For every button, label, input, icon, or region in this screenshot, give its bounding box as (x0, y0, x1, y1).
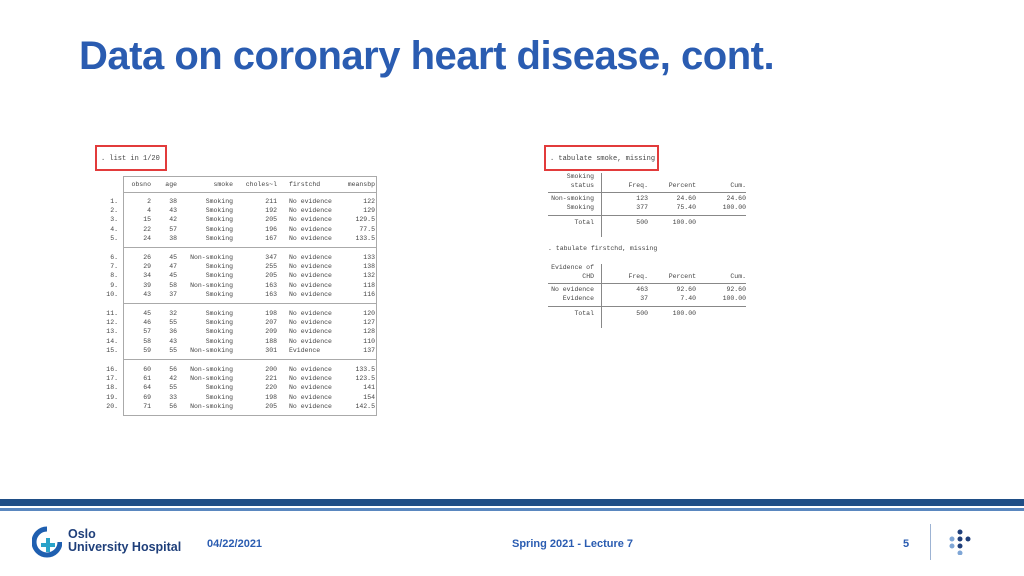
tab-header-rule (548, 192, 746, 193)
page-number: 5 (903, 538, 910, 550)
list-header-cell: firstchd (289, 181, 321, 188)
list-cell: No evidence (289, 198, 332, 205)
tab-total-percent: 100.00 (672, 310, 696, 317)
list-cell: Non-smoking (190, 375, 233, 383)
list-row-number: 18. (106, 384, 118, 392)
list-cell: 120 (363, 310, 375, 317)
tab-cell: 100.00 (722, 204, 746, 211)
list-cell: 56 (169, 402, 177, 410)
list-cell: 37 (169, 290, 177, 298)
list-cell: Smoking (205, 234, 233, 242)
list-row-number: 11. (106, 310, 118, 317)
list-cell: 55 (169, 346, 177, 354)
list-cell: 69 (143, 393, 151, 401)
list-cell: 26 (143, 254, 151, 261)
list-cell: No evidence (289, 234, 332, 242)
tab-var-label: Evidence of (551, 264, 594, 271)
list-cell: 137 (363, 346, 375, 354)
list-cell: 33 (169, 393, 177, 401)
list-cell: 142.5 (355, 402, 375, 410)
list-cell: 301 (265, 346, 277, 354)
list-cell: 347 (265, 254, 277, 261)
list-cell: 55 (169, 384, 177, 392)
tab-header-cell: Freq. (628, 182, 648, 189)
tab-cell: 100.00 (722, 295, 746, 302)
list-cell: 55 (169, 319, 177, 327)
list-cell: 205 (265, 216, 277, 224)
tab-row-label: Non-smoking (551, 195, 594, 202)
list-cell: 42 (169, 375, 177, 383)
tab-header-rule (548, 283, 746, 284)
list-cell: 60 (143, 366, 151, 373)
list-cell: 42 (169, 216, 177, 224)
tab-row-label: Smoking (566, 204, 594, 211)
tab-cell: 24.60 (676, 195, 696, 202)
tab-header-cell: Freq. (628, 273, 648, 280)
list-cell: 45 (169, 254, 177, 261)
list-cell: 163 (265, 281, 277, 289)
list-cell: 43 (169, 337, 177, 345)
list-cell: Evidence (289, 346, 321, 354)
list-cell: 15 (143, 216, 151, 224)
tab-cell: 75.40 (676, 204, 696, 211)
list-cell: No evidence (289, 337, 332, 345)
list-cell: 192 (265, 207, 277, 215)
list-cell: 22 (143, 225, 151, 233)
list-cell: Non-smoking (190, 402, 233, 410)
list-cell: 118 (363, 281, 375, 289)
tab-var-label: Smoking (566, 173, 594, 180)
list-cell: No evidence (289, 263, 332, 271)
list-cell: No evidence (289, 328, 332, 336)
list-row-number: 8. (110, 272, 118, 280)
list-row-number: 12. (106, 319, 118, 327)
list-cell: 47 (169, 263, 177, 271)
list-cell: 209 (265, 328, 277, 336)
tab-total-label: Total (574, 310, 594, 317)
list-cell: 43 (169, 207, 177, 215)
list-cell: No evidence (289, 216, 332, 224)
slide-title: Data on coronary heart disease, cont. (79, 34, 775, 78)
list-header-cell: obsno (131, 181, 151, 188)
list-cell: 64 (143, 384, 151, 392)
tab-vertical-rule (601, 173, 602, 237)
list-cell: No evidence (289, 366, 332, 373)
list-cell: 138 (363, 263, 375, 271)
tab-total-percent: 100.00 (672, 219, 696, 226)
tab-total-label: Total (574, 219, 594, 226)
list-cell: 196 (265, 225, 277, 233)
list-row-number: 3. (110, 216, 118, 224)
list-cell: 205 (265, 402, 277, 410)
list-cell: No evidence (289, 393, 332, 401)
list-cell: 38 (169, 234, 177, 242)
list-cell: Smoking (205, 319, 233, 327)
tab-header-cell: Percent (668, 182, 696, 189)
list-cell: 188 (265, 337, 277, 345)
list-cell: Non-smoking (190, 281, 233, 289)
list-group-separator (123, 247, 377, 248)
list-row-number: 16. (106, 366, 118, 373)
list-row-number: 19. (106, 393, 118, 401)
list-cell: 167 (265, 234, 277, 242)
list-cell: 198 (265, 310, 277, 317)
list-cell: 220 (265, 384, 277, 392)
tab-total-rule (548, 306, 746, 307)
tab-vertical-rule (601, 264, 602, 328)
tab-total-freq: 500 (636, 310, 648, 317)
list-cell: Smoking (205, 207, 233, 215)
list-cell: 211 (265, 198, 277, 205)
list-cell: 24 (143, 234, 151, 242)
list-cell: 128 (363, 328, 375, 336)
list-command-box: . list in 1/20 (95, 145, 167, 171)
list-cell: 32 (169, 310, 177, 317)
list-cell: 221 (265, 375, 277, 383)
list-cell: 133 (363, 254, 375, 261)
list-cell: Non-smoking (190, 254, 233, 261)
list-cell: No evidence (289, 207, 332, 215)
list-cell: Smoking (205, 216, 233, 224)
list-cell: 129.5 (355, 216, 375, 224)
tab-header-cell: Percent (668, 273, 696, 280)
list-row-number: 20. (106, 402, 118, 410)
list-cell: 58 (143, 337, 151, 345)
tab-header-cell: Cum. (730, 182, 746, 189)
list-cell: Smoking (205, 393, 233, 401)
list-cell: 58 (169, 281, 177, 289)
list-cell: 29 (143, 263, 151, 271)
list-header-cell: choles~l (245, 181, 277, 188)
list-cell: 154 (363, 393, 375, 401)
list-cell: 110 (363, 337, 375, 345)
list-cell: 43 (143, 290, 151, 298)
list-cell: 2 (147, 198, 151, 205)
list-cell: Smoking (205, 328, 233, 336)
list-cell: No evidence (289, 225, 332, 233)
list-cell: 57 (169, 225, 177, 233)
tab2-command: . tabulate firstchd, missing (548, 245, 658, 252)
list-cell: 61 (143, 375, 151, 383)
logo-line-1: Oslo (68, 527, 96, 541)
list-row-number: 14. (106, 337, 118, 345)
footer-bar-thin (0, 508, 1024, 511)
list-row-number: 6. (110, 254, 118, 261)
list-cell: 56 (169, 366, 177, 373)
list-cell: 198 (265, 393, 277, 401)
list-cell: Smoking (205, 263, 233, 271)
list-cell: Non-smoking (190, 366, 233, 373)
list-cell: 123.5 (355, 375, 375, 383)
list-cell: 129 (363, 207, 375, 215)
list-group-separator (123, 303, 377, 304)
tab-row-label: No evidence (551, 286, 594, 293)
list-cell: No evidence (289, 319, 332, 327)
list-cell: No evidence (289, 281, 332, 289)
list-cell: No evidence (289, 402, 332, 410)
list-cell: No evidence (289, 384, 332, 392)
list-row-number: 9. (110, 281, 118, 289)
list-cell: 39 (143, 281, 151, 289)
tab-row-label: Evidence (562, 295, 594, 302)
list-group-separator (123, 359, 377, 360)
tab-cell: 92.60 (726, 286, 746, 293)
list-cell: 4 (147, 207, 151, 215)
list-row-number: 1. (110, 198, 118, 205)
list-cell: 46 (143, 319, 151, 327)
hospital-logo-icon (32, 526, 62, 558)
list-cell: 255 (265, 263, 277, 271)
tab-cell: 37 (640, 295, 648, 302)
footer-lecture: Spring 2021 - Lecture 7 (512, 538, 634, 550)
list-cell: 163 (265, 290, 277, 298)
list-cell: No evidence (289, 254, 332, 261)
tab-cell: 463 (636, 286, 648, 293)
list-header-cell: meansbp (347, 181, 375, 188)
list-cell: 141 (363, 384, 375, 392)
tab-total-rule (548, 215, 746, 216)
list-cell: Non-smoking (190, 346, 233, 354)
list-cell: 127 (363, 319, 375, 327)
list-cell: 116 (363, 290, 375, 298)
list-header-cell: smoke (213, 181, 233, 188)
hospital-logo (32, 526, 182, 562)
list-cell: 45 (143, 310, 151, 317)
list-cell: 122 (363, 198, 375, 205)
list-cell: No evidence (289, 290, 332, 298)
list-row-number: 13. (106, 328, 118, 336)
list-cell: Smoking (205, 272, 233, 280)
list-header-rule (123, 192, 377, 193)
list-cell: 200 (265, 366, 277, 373)
footer-bar (0, 499, 1024, 506)
tab-cell: 7.40 (680, 295, 696, 302)
list-cell: 133.5 (355, 366, 375, 373)
list-row-number: 5. (110, 234, 118, 242)
list-row-number: 7. (110, 263, 118, 271)
list-row-number: 2. (110, 207, 118, 215)
list-cell: 36 (169, 328, 177, 336)
list-cell: No evidence (289, 272, 332, 280)
list-cell: Smoking (205, 225, 233, 233)
list-cell: Smoking (205, 290, 233, 298)
tab-var-label: status (570, 182, 594, 189)
list-row-number: 4. (110, 225, 118, 233)
hospital-logo-text (68, 528, 181, 554)
list-cell: 34 (143, 272, 151, 280)
list-cell: 45 (169, 272, 177, 280)
tab-cell: 123 (636, 195, 648, 202)
list-cell: 71 (143, 402, 151, 410)
list-cell: Smoking (205, 384, 233, 392)
list-cell: No evidence (289, 310, 332, 317)
list-cell: 132 (363, 272, 375, 280)
list-cell: Smoking (205, 198, 233, 205)
tab-cell: 377 (636, 204, 648, 211)
tab-var-label: CHD (582, 273, 594, 280)
footer-date: 04/22/2021 (207, 538, 263, 550)
list-header-cell: age (165, 181, 177, 188)
list-cell: No evidence (289, 375, 332, 383)
list-cell: 59 (143, 346, 151, 354)
list-cell: Smoking (205, 310, 233, 317)
list-cell: 205 (265, 272, 277, 280)
tab-command-box: . tabulate smoke, missing (544, 145, 659, 171)
dots-logo-icon (948, 529, 972, 555)
tab-cell: 24.60 (726, 195, 746, 202)
tab-cell: 92.60 (676, 286, 696, 293)
tab-header-cell: Cum. (730, 273, 746, 280)
list-cell: 57 (143, 328, 151, 336)
footer-divider (930, 524, 931, 560)
list-row-number: 10. (106, 290, 118, 298)
logo-line-2: University Hospital (68, 540, 182, 554)
list-cell: 207 (265, 319, 277, 327)
list-cell: Smoking (205, 337, 233, 345)
tab-total-freq: 500 (636, 219, 648, 226)
list-cell: 77.5 (359, 225, 375, 233)
list-row-number: 15. (106, 346, 118, 354)
list-cell: 133.5 (355, 234, 375, 242)
list-row-number: 17. (106, 375, 118, 383)
list-cell: 38 (169, 198, 177, 205)
